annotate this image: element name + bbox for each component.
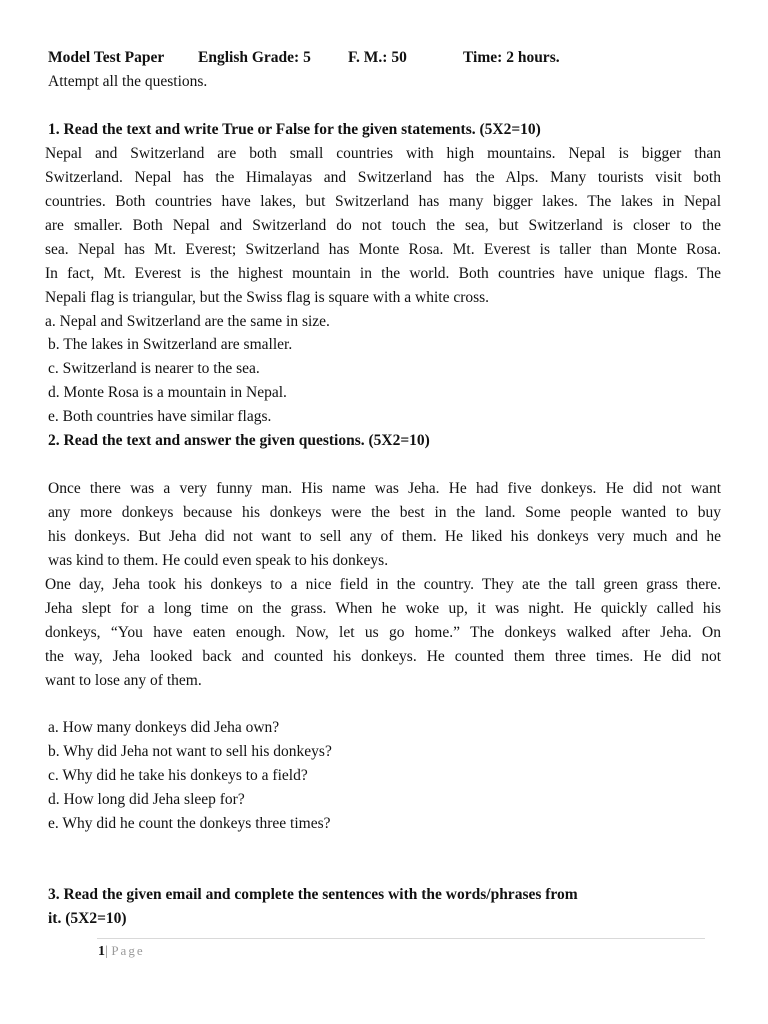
q2-question: d. How long did Jeha sleep for?	[48, 791, 245, 808]
q1-passage-line: Nepali flag is triangular, but the Swiss flag is square with a white cross.	[45, 289, 490, 306]
q1-passage-line: Switzerland. Nepal has the Himalayas and Switzerland has the Alps. Many tourists visit both	[45, 169, 721, 186]
q1-statement: d. Monte Rosa is a mountain in Nepal.	[48, 384, 287, 401]
q1-heading: 1. Read the text and write True or False for the given statements. (5X2=10)	[48, 121, 541, 138]
page-label: Page	[111, 943, 145, 958]
q2-question: b. Why did Jeha not want to sell his donkeys?	[48, 743, 332, 760]
q2-question: c. Why did he take his donkeys to a field?	[48, 767, 308, 784]
q1-passage-line: are smaller. Both Nepal and Switzerland do not touch the sea, but Switzerland is closer to the	[45, 217, 721, 234]
q1-statement: e. Both countries have similar flags.	[48, 408, 272, 425]
q1-statement: c. Switzerland is nearer to the sea.	[48, 360, 260, 377]
page-separator: |	[105, 944, 108, 959]
q2-passage-line: the way, Jeha looked back and counted his donkeys. He counted them three times. He did not	[45, 648, 721, 665]
q2-question: e. Why did he count the donkeys three times?	[48, 815, 331, 832]
q3-heading: 3. Read the given email and complete the sentences with the words/phrases from	[48, 886, 578, 903]
q2-question: a. How many donkeys did Jeha own?	[48, 719, 280, 736]
q2-heading: 2. Read the text and answer the given questions. (5X2=10)	[48, 432, 430, 449]
full-marks-label: F. M.: 50	[348, 49, 407, 66]
time-label: Time: 2 hours.	[463, 49, 560, 66]
q3-heading-continued: it. (5X2=10)	[48, 910, 127, 927]
q1-passage-line: countries. Both countries have lakes, but Switzerland has many bigger lakes. The lakes in Nepal	[45, 193, 721, 210]
q1-passage-line: In fact, Mt. Everest is the highest mountain in the world. Both countries have unique flags. The	[45, 265, 721, 282]
q2-passage-line: his donkeys. But Jeha did not want to sell any of them. He liked his donkeys very much and he	[48, 528, 721, 545]
q2-passage-line: Once there was a very funny man. His name was Jeha. He had five donkeys. He did not want	[48, 480, 721, 497]
q1-statement: b. The lakes in Switzerland are smaller.	[48, 336, 293, 353]
q2-passage-line: any more donkeys because his donkeys were the best in the land. Some people wanted to buy	[48, 504, 721, 521]
q1-passage-line: sea. Nepal has Mt. Everest; Switzerland has Monte Rosa. Mt. Everest is taller than Monte Rosa.	[45, 241, 721, 258]
q2-passage-line: was kind to them. He could even speak to his donkeys.	[48, 552, 389, 569]
footer-divider	[97, 938, 705, 939]
q1-passage-line: Nepal and Switzerland are both small countries with high mountains. Nepal is bigger than	[45, 145, 721, 162]
page-footer	[98, 942, 145, 961]
q2-passage-line: Jeha slept for a long time on the grass. When he woke up, it was night. He quickly called his	[45, 600, 721, 617]
page-number: 1	[98, 944, 105, 959]
grade-label: English Grade: 5	[198, 49, 311, 66]
q2-passage-line: donkeys, “You have eaten enough. Now, let us go home.” The donkeys walked after Jeha. On	[45, 624, 721, 641]
q2-passage-line: want to lose any of them.	[45, 672, 202, 689]
paper-title: Model Test Paper	[48, 49, 165, 66]
q1-statement: a. Nepal and Switzerland are the same in size.	[45, 313, 330, 330]
q2-passage-line: One day, Jeha took his donkeys to a nice field in the country. They ate the tall green grass there.	[45, 576, 721, 593]
instruction: Attempt all the questions.	[48, 73, 208, 90]
